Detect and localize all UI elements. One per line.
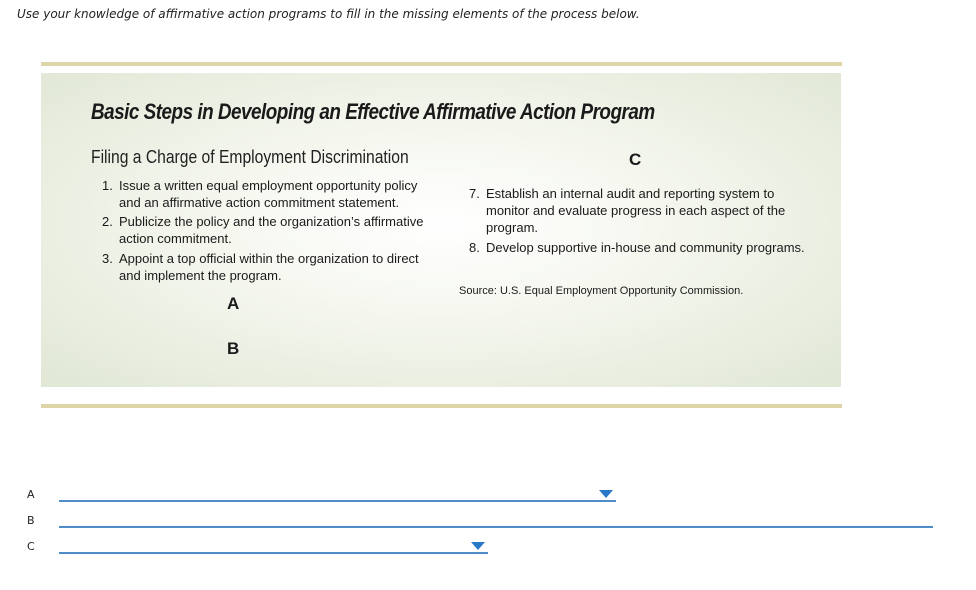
chevron-down-icon[interactable] [599, 490, 613, 498]
step-text: Issue a written equal employment opportunity policy and an affirmative action commitment statement. [119, 178, 418, 210]
chevron-down-icon[interactable] [471, 542, 485, 550]
process-figure [41, 73, 841, 387]
instruction-text: Use your knowledge of affirmative action programs to fill in the missing elements of the process below. [17, 7, 640, 21]
answer-b-input[interactable] [59, 515, 933, 528]
missing-step-marker-a: A [227, 294, 240, 313]
figure-top-rule [41, 62, 842, 66]
step-number: 1. [102, 178, 113, 193]
figure-title: Basic Steps in Developing an Effective Affirmative Action Program [91, 99, 655, 124]
figure-bottom-rule [41, 404, 842, 408]
step-number: 7. [469, 186, 480, 201]
step-7 [469, 185, 809, 236]
source-note: Source: U.S. Equal Employment Opportunity Commission. [459, 285, 744, 297]
step-2 [102, 213, 434, 247]
answer-a-dropdown[interactable] [59, 489, 616, 502]
step-text: Publicize the policy and the organization’s affirmative action commitment. [119, 214, 424, 246]
missing-step-marker-c: C [629, 150, 642, 169]
step-number: 8. [469, 240, 480, 255]
answer-c-label: C [27, 540, 35, 553]
step-1 [102, 177, 434, 211]
answer-a-label: A [27, 488, 35, 501]
answer-c-dropdown[interactable] [59, 541, 488, 554]
step-3 [102, 250, 434, 284]
figure-subtitle: Filing a Charge of Employment Discrimination [91, 147, 409, 167]
step-text: Develop supportive in-house and community programs. [486, 240, 805, 255]
step-number: 2. [102, 214, 113, 229]
step-number: 3. [102, 251, 113, 266]
step-8 [469, 239, 809, 256]
answer-b-label: B [27, 514, 35, 527]
step-text: Establish an internal audit and reporting system to monitor and evaluate progress in each aspect of the program. [486, 186, 786, 235]
step-text: Appoint a top official within the organization to direct and implement the program. [119, 251, 419, 283]
missing-step-marker-b: B [227, 339, 240, 358]
